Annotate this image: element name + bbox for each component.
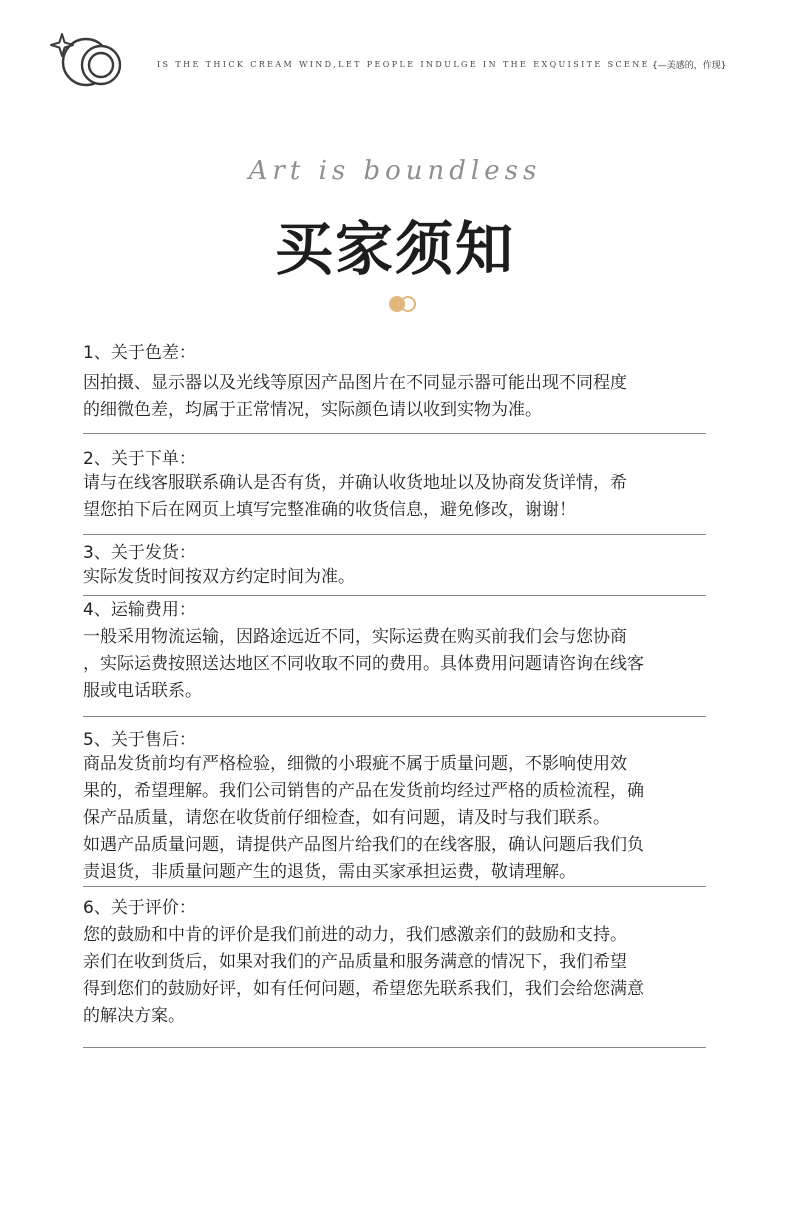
notice-section-after-sales [83,729,706,886]
body-line: 果的，希望理解。我们公司销售的产品在发货前均经过严格的质检流程，确 [83,781,644,801]
section-body [83,922,706,1030]
notice-section-color-difference [83,342,706,424]
body-line: 保产品质量，请您在收货前仔细检查，如有问题，请及时与我们联系。 [83,808,610,828]
section-title: 1、关于色差： [83,343,196,363]
notice-section-reviews [83,897,706,1030]
body-line: 商品发货前均有严格检验，细微的小瑕疵不属于质量问题，不影响使用效 [83,754,627,774]
page-title: 买家须知 [274,215,515,283]
section-title: 4、运输费用： [83,600,196,620]
section-title: 2、关于下单： [83,449,196,469]
section-divider [83,595,706,596]
section-divider [83,433,706,434]
section-divider [83,886,706,887]
section-body [83,370,706,424]
section-divider [83,716,706,717]
header-tagline-cn: {—美感的，作现} [652,61,727,71]
body-line: 请与在线客服联系确认是否有货，并确认收货地址以及协商发货详情，希 [83,473,627,493]
body-line: 的解决方案。 [83,1006,185,1026]
script-title: Art is boundless [248,156,542,186]
section-divider [83,534,706,535]
body-line: 望您拍下后在网页上填写完整准确的收货信息，避免修改，谢谢！ [83,500,576,520]
section-body [83,751,706,886]
body-line: 得到您们的鼓励好评，如有任何问题，希望您先联系我们，我们会给您满意 [83,979,644,999]
section-title: 5、关于售后： [83,730,196,750]
body-line: ，实际运费按照送达地区不同收取不同的费用。具体费用问题请咨询在线客 [83,654,644,674]
body-line: 因拍摄、显示器以及光线等原因产品图片在不同显示器可能出现不同程度 [83,373,627,393]
section-title: 6、关于评价： [83,898,196,918]
section-body [83,564,706,591]
decorative-dots-icon [388,294,420,314]
header-tagline: IS THE THICK CREAM WIND,LET PEOPLE INDULGE IN THE EXQUISITE SCENE [157,60,650,69]
body-line: 的细微色差，均属于正常情况，实际颜色请以收到实物为准。 [83,400,542,420]
notice-section-shipping [83,542,706,591]
notice-section-ordering [83,448,706,524]
section-body [83,624,706,705]
body-line: 实际发货时间按双方约定时间为准。 [83,567,355,587]
body-line: 服或电话联系。 [83,681,202,701]
body-line: 您的鼓励和中肯的评价是我们前进的动力，我们感激亲们的鼓励和支持。 [83,925,627,945]
body-line: 一般采用物流运输，因路途远近不同，实际运费在购买前我们会与您协商 [83,627,627,647]
notice-section-shipping-cost [83,599,706,705]
section-title: 3、关于发货： [83,543,196,563]
body-line: 责退货，非质量问题产生的退货，需由买家承担运费，敬请理解。 [83,862,576,882]
section-body [83,470,706,524]
body-line: 亲们在收到货后，如果对我们的产品质量和服务满意的情况下，我们希望 [83,952,627,972]
section-divider [83,1047,706,1048]
brand-logo-icon [48,32,124,88]
body-line: 如遇产品质量问题，请提供产品图片给我们的在线客服，确认问题后我们负 [83,835,644,855]
